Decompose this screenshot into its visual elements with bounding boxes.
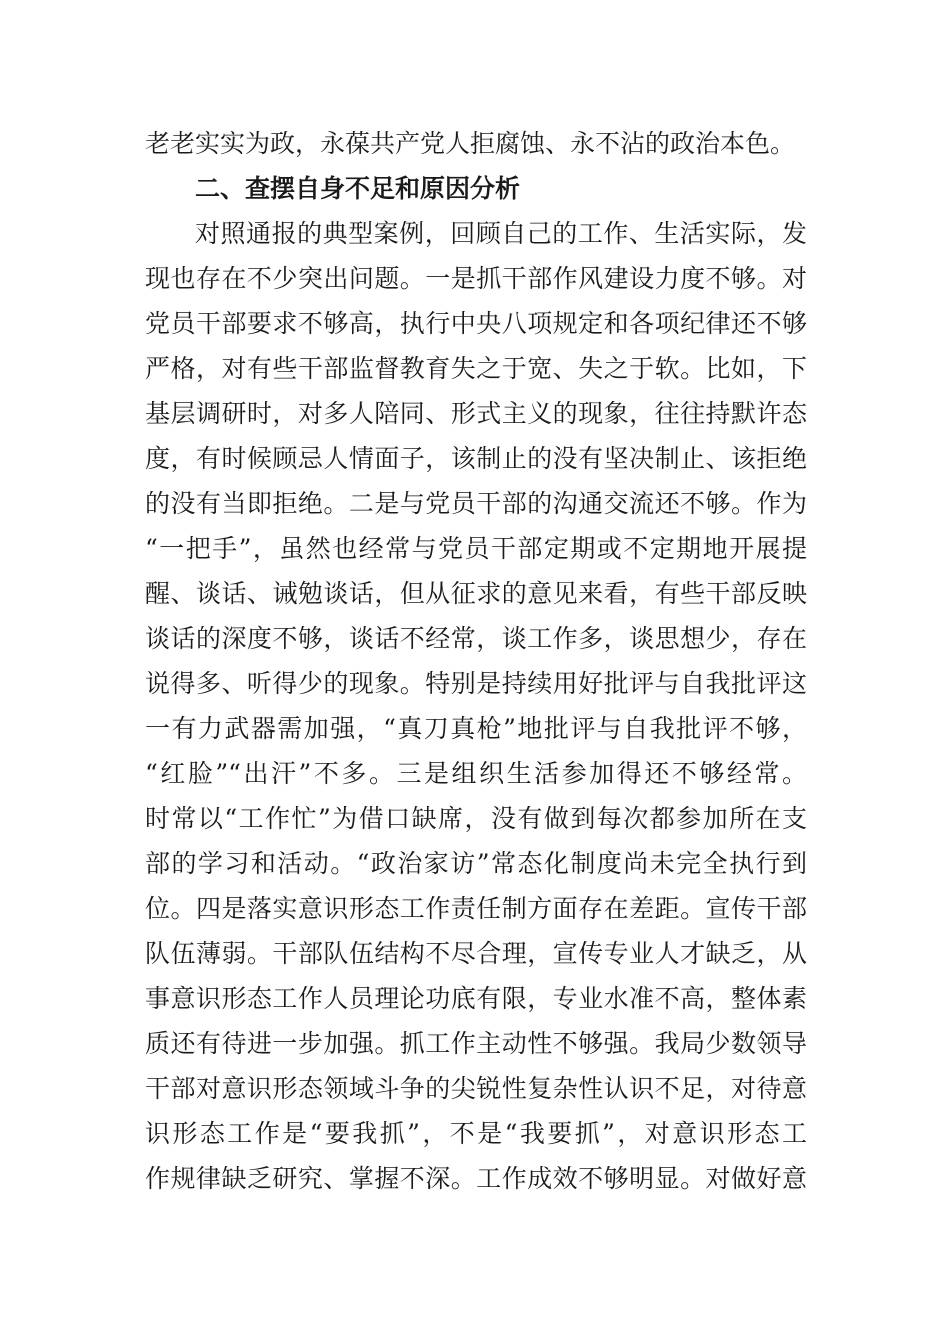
- paragraph-line: 现也存在不少突出问题。一是抓干部作风建设力度不够。对: [145, 264, 807, 293]
- paragraph-line: 事意识形态工作人员理论功底有限，专业水准不高，整体素: [145, 984, 807, 1013]
- paragraph-line: 队伍薄弱。干部队伍结构不尽合理，宣传专业人才缺乏，从: [145, 939, 807, 968]
- paragraph-line: “一把手”，虽然也经常与党员干部定期或不定期地开展提: [145, 534, 807, 563]
- paragraph-line: 部的学习和活动。“政治家访”常态化制度尚未完全执行到: [145, 849, 807, 878]
- paragraph-line: 谈话的深度不够，谈话不经常，谈工作多，谈思想少，存在: [145, 624, 807, 653]
- paragraph-line: 老老实实为政，永葆共产党人拒腐蚀、永不沾的政治本色。: [145, 129, 796, 158]
- section-heading: 二、查摆自身不足和原因分析: [195, 174, 521, 203]
- paragraph-line: 干部对意识形态领域斗争的尖锐性复杂性认识不足，对待意: [145, 1074, 807, 1103]
- paragraph-line: 说得多、听得少的现象。特别是持续用好批评与自我批评这: [145, 669, 807, 698]
- paragraph-line: “红脸”“出汗”不多。三是组织生活参加得还不够经常。: [145, 759, 807, 788]
- paragraph-line: 的没有当即拒绝。二是与党员干部的沟通交流还不够。作为: [145, 489, 807, 518]
- paragraph-line: 质还有待进一步加强。抓工作主动性不够强。我局少数领导: [145, 1029, 807, 1058]
- paragraph-line: 一有力武器需加强，“真刀真枪”地批评与自我批评不够，: [145, 714, 807, 743]
- paragraph-line: 严格，对有些干部监督教育失之于宽、失之于软。比如，下: [145, 354, 807, 383]
- paragraph-line: 时常以“工作忙”为借口缺席，没有做到每次都参加所在支: [145, 804, 807, 833]
- paragraph-line: 基层调研时，对多人陪同、形式主义的现象，往往持默许态: [145, 399, 807, 428]
- paragraph-line: 度，有时候顾忌人情面子，该制止的没有坚决制止、该拒绝: [145, 444, 807, 473]
- paragraph-line: 作规律缺乏研究、掌握不深。工作成效不够明显。对做好意: [145, 1164, 807, 1193]
- paragraph-line: 醒、谈话、诫勉谈话，但从征求的意见来看，有些干部反映: [145, 579, 807, 608]
- paragraph-line: 位。四是落实意识形态工作责任制方面存在差距。宣传干部: [145, 894, 807, 923]
- paragraph-line: 识形态工作是“要我抓”，不是“我要抓”，对意识形态工: [145, 1119, 807, 1148]
- paragraph-line: 党员干部要求不够高，执行中央八项规定和各项纪律还不够: [145, 309, 807, 338]
- paragraph-line: 对照通报的典型案例，回顾自己的工作、生活实际，发: [195, 219, 807, 248]
